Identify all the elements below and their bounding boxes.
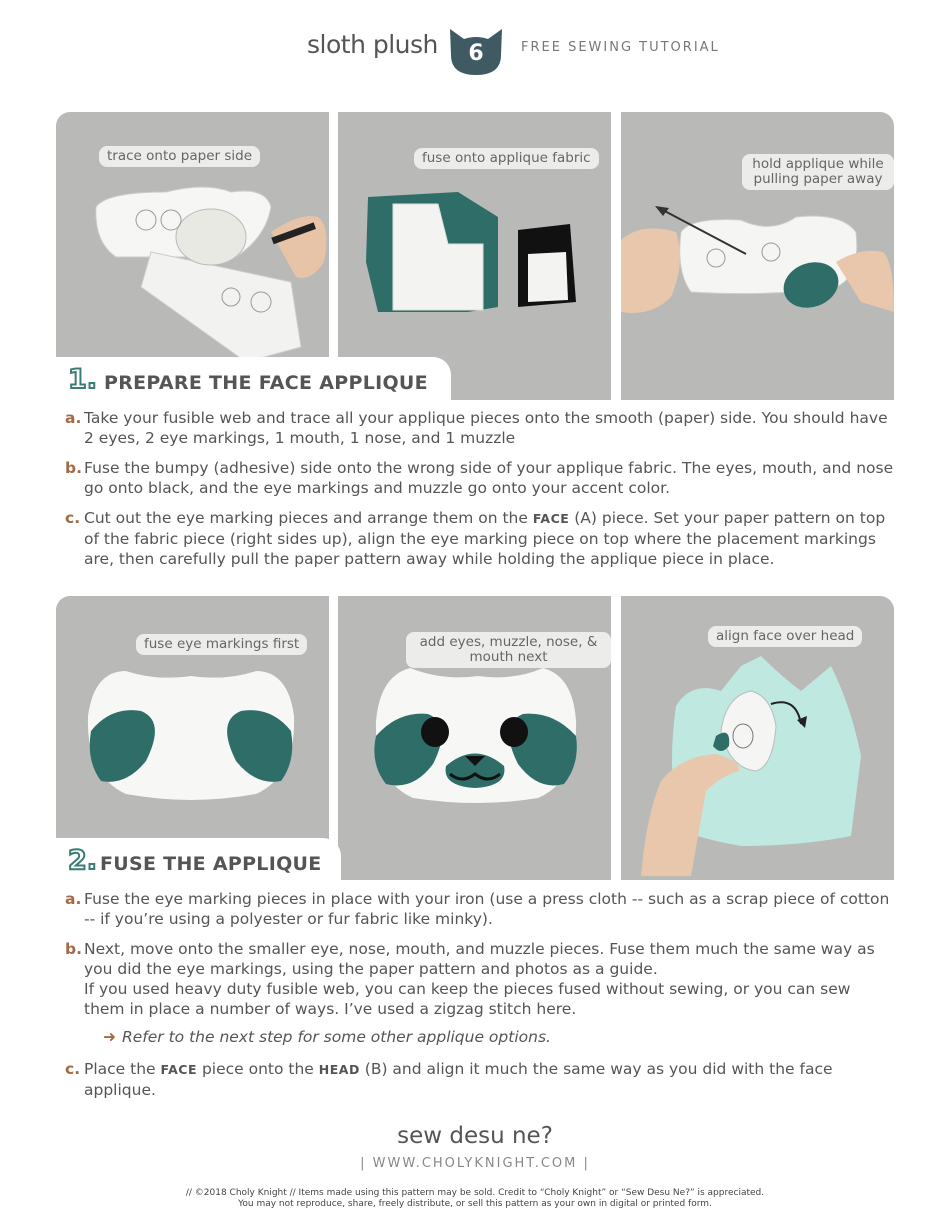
tip-text: Refer to the next step for some other applique options. <box>122 1028 551 1046</box>
photo-label: align face over head <box>708 626 862 647</box>
step-1b <box>65 458 895 498</box>
step-letter: c. <box>65 1060 81 1078</box>
section-number: 2. <box>68 845 98 876</box>
step-letter: a. <box>65 409 82 427</box>
section-header-2 <box>56 838 341 883</box>
step-2a <box>65 889 895 929</box>
step-1c <box>65 508 895 569</box>
step-text: Cut out the eye marking pieces and arrange them on the FACE (A) piece. Set your paper pattern on top of the fabric piece (right sides up), align the eye marking piece on top where the placement markings are, then carefully pull the paper pattern away while holding the applique piece in place. <box>84 509 886 568</box>
step-text: Next, move onto the smaller eye, nose, mouth, and muzzle pieces. Fuse them much the same way as you did the eye markings, using the paper pattern and photos as a guide. <box>84 940 875 978</box>
footer-brand: sew desu ne? <box>397 1123 553 1149</box>
page-number: 6 <box>468 41 484 66</box>
step-2c <box>65 1059 895 1100</box>
step-1a <box>65 408 895 448</box>
section-number: 1. <box>68 364 98 395</box>
step-text-continued: If you used heavy duty fusible web, you can keep the pieces fused without sewing, or you can sew them in place a number of ways. I’ve used a zigzag stitch here. <box>84 980 851 1018</box>
keyword-head: HEAD <box>318 1062 360 1077</box>
photo-label: hold applique while pulling paper away <box>742 154 894 190</box>
document-title: sloth plush <box>307 30 438 59</box>
photo-add-pieces <box>338 596 611 880</box>
section-header-1 <box>56 357 451 402</box>
arrow-right-icon: ➜ <box>103 1028 116 1046</box>
keyword-face: FACE <box>160 1062 198 1077</box>
step-text: Take your fusible web and trace all your applique pieces onto the smooth (paper) side. You should have 2 eyes, 2 eye markings, 1 mouth, 1 nose, and 1 muzzle <box>84 409 888 447</box>
step-letter: b. <box>65 940 82 958</box>
step-text: Place the FACE piece onto the HEAD (B) and align it much the same way as you did with the face applique. <box>84 1060 833 1099</box>
footer-copyright <box>0 1188 950 1210</box>
copyright-line: You may not reproduce, share, freely distribute, or sell this pattern as your own in digital or printed form. <box>238 1199 712 1209</box>
step-text: Fuse the eye marking pieces in place with your iron (use a press cloth -- such as a scrap piece of cotton -- if you’re using a polyester or fur fabric like minky). <box>84 890 890 928</box>
step-letter: a. <box>65 890 82 908</box>
photo-label: fuse eye markings first <box>136 634 307 655</box>
keyword-face: FACE <box>532 511 570 526</box>
photo-pull-paper <box>621 112 894 400</box>
footer-website-link[interactable]: | WWW.CHOLYKNIGHT.COM | <box>360 1156 590 1171</box>
photo-eye-markings <box>56 596 329 841</box>
cat-page-badge <box>446 25 506 77</box>
section-title: FUSE THE APPLIQUE <box>100 853 322 875</box>
tip-note <box>103 1028 551 1046</box>
step-text: Fuse the bumpy (adhesive) side onto the wrong side of your applique fabric. The eyes, mouth, and nose go onto black, and the eye markings and muzzle go onto your accent color. <box>84 459 894 497</box>
document-subtitle: FREE SEWING TUTORIAL <box>521 40 720 55</box>
photo-label: add eyes, muzzle, nose, & mouth next <box>406 632 611 668</box>
photo-label: fuse onto applique fabric <box>414 148 599 169</box>
photo-align-face <box>621 596 894 880</box>
copyright-line: // ©2018 Choly Knight // Items made using this pattern may be sold. Credit to “Choly Knight” or “Sew Desu Ne?” is appreciated. <box>185 1188 765 1198</box>
step-2b <box>65 939 895 1019</box>
step-letter: c. <box>65 509 81 527</box>
step-letter: b. <box>65 459 82 477</box>
section-title: PREPARE THE FACE APPLIQUE <box>104 372 428 394</box>
photo-label: trace onto paper side <box>99 146 260 167</box>
